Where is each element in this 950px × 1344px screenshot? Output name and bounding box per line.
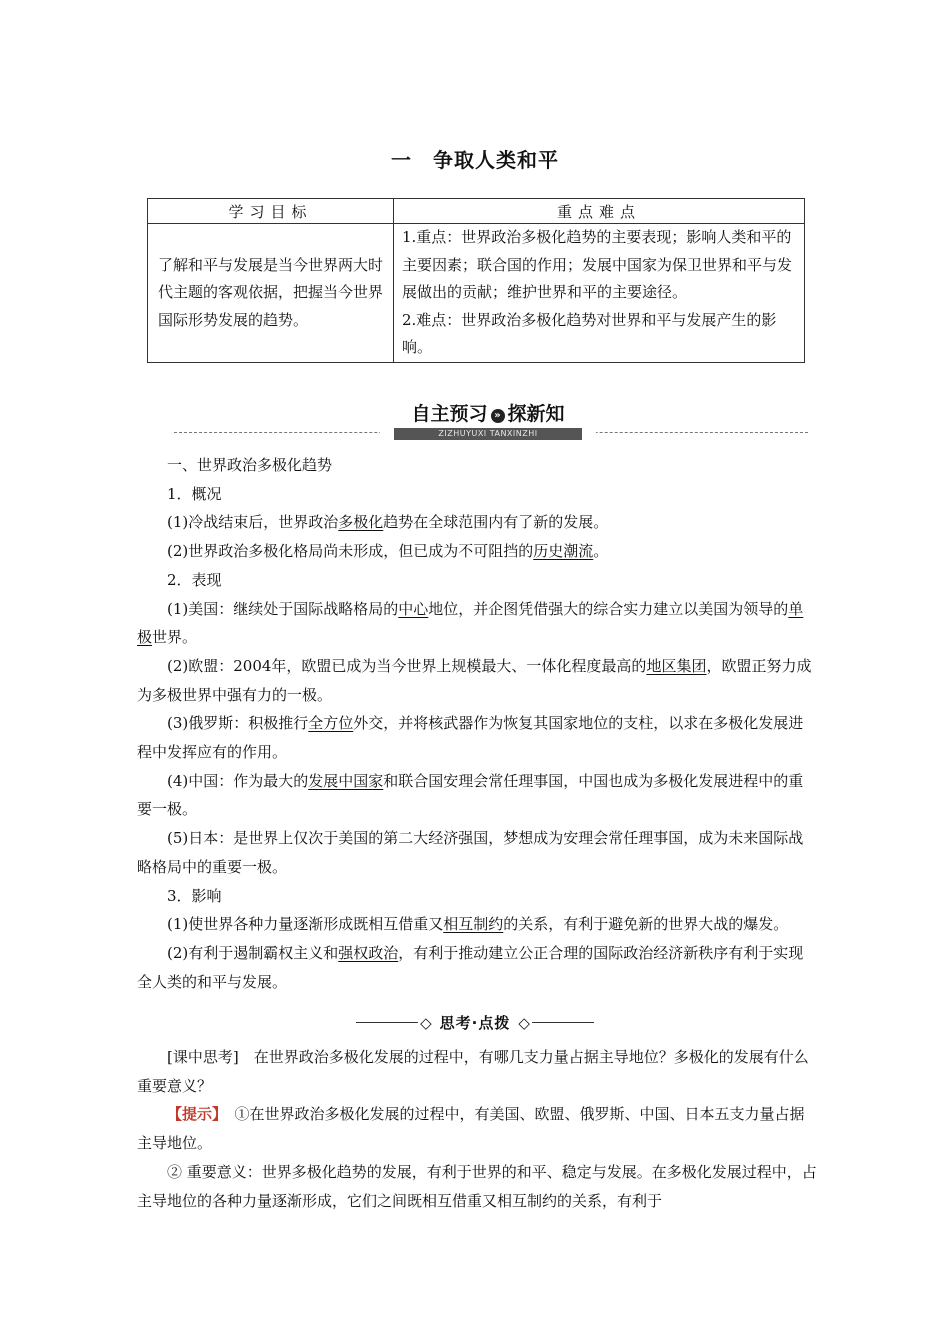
- key-points-cell: [394, 224, 805, 363]
- banner-pinyin: ZIZHUYUXI TANXINZHI: [394, 428, 582, 440]
- banner-title-left: 自主预习: [411, 403, 488, 425]
- think-banner-title: 思考·点拨: [439, 1014, 511, 1032]
- underlined-term: 单极: [137, 599, 804, 647]
- text-run: 趋势在全球范围内有了新的发展。: [383, 513, 609, 532]
- paragraph: [137, 709, 817, 766]
- think-content: [137, 1043, 817, 1215]
- text-run: (2)世界政治多极化格局尚未形成，但已成为不可阻挡的: [167, 542, 534, 561]
- banner-title-right: 探新知: [507, 403, 565, 425]
- page-title: 一 争取人类和平: [391, 148, 559, 172]
- text-run: (4)中国：作为最大的: [167, 771, 309, 790]
- table-row: [148, 224, 805, 363]
- hint-paragraph: ② 重要意义：世界多极化趋势的发展，有利于世界的和平、稳定与发展。在多极化发展过程中，占主导地位的各种力量逐渐形成，它们之间既相互借重又相互制约的关系，有利于: [137, 1162, 817, 1210]
- table-header-row: [148, 199, 805, 224]
- text-run: 地位，并企图凭借强大的综合实力建立以美国为领导的: [428, 599, 789, 618]
- underlined-term: 中心: [398, 599, 429, 618]
- paragraph: [137, 767, 817, 824]
- underlined-term: 历史潮流: [533, 542, 594, 561]
- text-run: (1)美国：继续处于国际战略格局的: [167, 599, 399, 618]
- section-heading: 一、世界政治多极化趋势: [167, 456, 333, 474]
- subsection-title: 1．概况: [167, 484, 222, 503]
- text-run: 。: [593, 542, 609, 561]
- paragraph: [137, 652, 817, 709]
- paragraph: [137, 939, 817, 996]
- underlined-term: 全方位: [308, 714, 354, 733]
- text-run: (1)使世界各种力量逐渐形成既相互借重又: [167, 915, 444, 934]
- hint-paragraph: [137, 1100, 817, 1157]
- subsection-title: 2．表现: [167, 570, 222, 589]
- paragraph: [137, 595, 817, 652]
- learning-goal-cell: 了解和平与发展是当今世界两大时代主题的客观依据，把握当今世界国际形势发展的趋势。: [148, 224, 394, 363]
- question-label: [课中思考]: [167, 1048, 239, 1066]
- think-banner: [0, 1012, 950, 1033]
- text-run: (1)冷战结束后，世界政治: [167, 513, 339, 532]
- text-run: 的关系，有利于避免新的世界大战的爆发。: [503, 915, 789, 934]
- question-text: 在世界政治多极化发展的过程中，有哪几支力量占据主导地位？多极化的发展有什么重要意义？: [137, 1048, 809, 1095]
- underlined-term: 发展中国家: [308, 771, 384, 790]
- underlined-term: 多极化: [338, 513, 384, 532]
- banner-title: [380, 402, 596, 426]
- underlined-term: 地区集团: [646, 656, 707, 675]
- text-run: 外交，并将核武器作为恢复其国家地位的支柱，以求在多极化发展进程中发挥应有的作用。: [137, 714, 804, 762]
- underlined-term: 相互制约: [443, 915, 504, 934]
- diamond-icon: ◇: [518, 1014, 530, 1032]
- divider-line: [532, 1022, 594, 1023]
- text-run: (2)有利于遏制霸权主义和: [167, 943, 339, 962]
- question-paragraph: [137, 1043, 817, 1100]
- paragraph: [137, 537, 817, 566]
- paragraph: [137, 910, 817, 939]
- banner-label: [380, 402, 596, 438]
- text-run: 和联合国安理会常任理事国，中国也成为多极化发展进程中的重要一极。: [137, 771, 804, 819]
- arrow-circle-icon: »: [491, 409, 505, 423]
- objectives-table: [147, 198, 805, 363]
- hint-text: ①在世界政治多极化发展的过程中，有美国、欧盟、俄罗斯、中国、日本五支力量占据主导地位。: [137, 1105, 805, 1153]
- study-content: [137, 451, 817, 996]
- diamond-icon: ◇: [420, 1014, 432, 1032]
- header-learning-goals: 学习目标: [148, 199, 394, 224]
- paragraph: [137, 508, 817, 537]
- subsection-title: 3．影响: [167, 886, 222, 905]
- underlined-term: 强权政治: [338, 943, 399, 962]
- key-points-text: 1.重点：世界政治多极化趋势的主要表现；影响人类和平的主要因素；联合国的作用；发展中国家为保卫世界和平与发展做出的贡献；维护世界和平的主要途径。: [402, 228, 793, 301]
- text-run: (2)欧盟：2004年，欧盟已成为当今世界上规模最大、一体化程度最高的: [167, 656, 647, 675]
- text-run: (3)俄罗斯：积极推行: [167, 714, 309, 733]
- section-banner-preview: [174, 402, 808, 442]
- header-key-difficult-points: 重点难点: [394, 199, 805, 224]
- text-run: ，有利于推动建立公正合理的国际政治经济新秩序有利于实现全人类的和平与发展。: [137, 943, 804, 991]
- text-run: ，欧盟正努力成为多极世界中强有力的一极。: [137, 656, 812, 704]
- divider-line: [356, 1022, 418, 1023]
- hint-label: 【提示】: [167, 1105, 220, 1124]
- text-run: 世界。: [152, 628, 198, 647]
- difficult-points-text: 2.难点：世界政治多极化趋势对世界和平与发展产生的影响。: [402, 310, 777, 356]
- paragraph: (5)日本：是世界上仅次于美国的第二大经济强国，梦想成为安理会常任理事国，成为未来国际战略格局中的重要一极。: [137, 829, 804, 876]
